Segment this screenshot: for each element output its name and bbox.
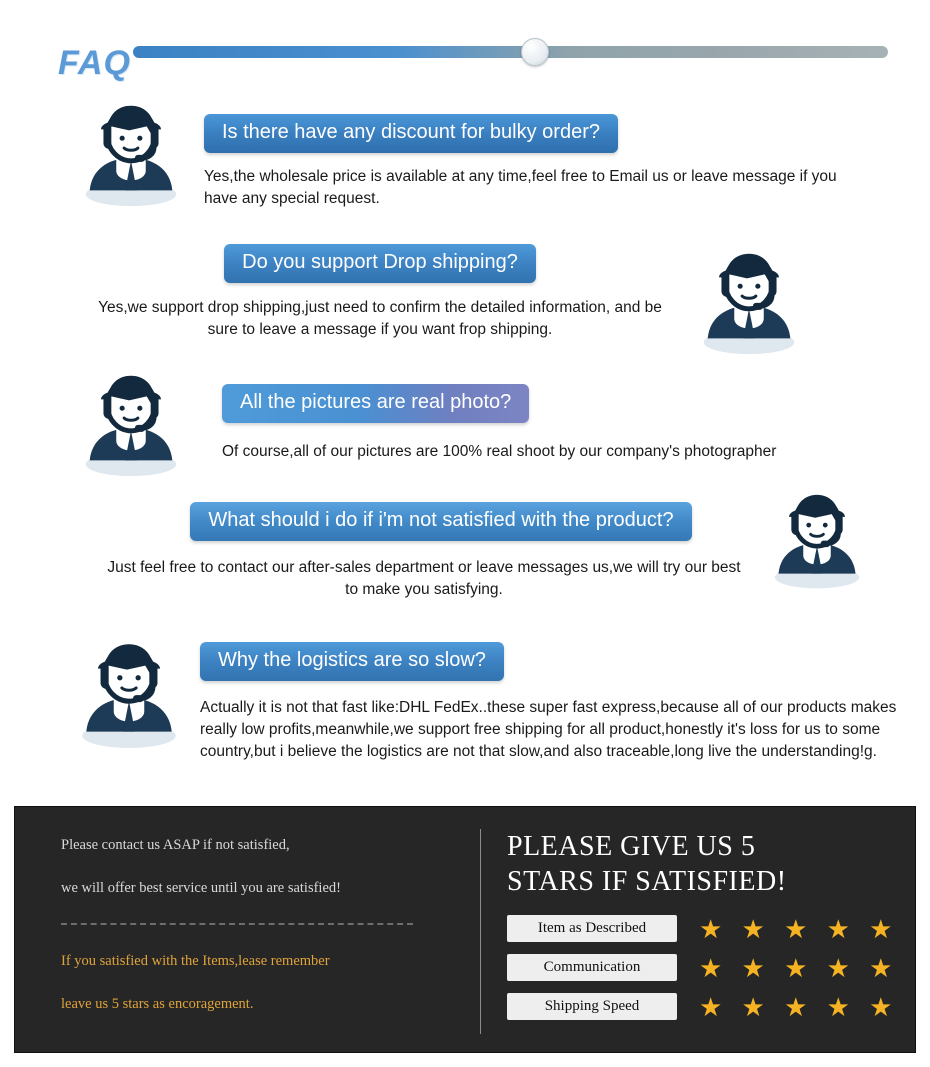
faq-answer-1: Yes,the wholesale price is available at any time,feel free to Email us or leave message if you have any special request. bbox=[204, 168, 837, 207]
footer-left bbox=[15, 807, 467, 1054]
support-agent-icon bbox=[72, 92, 190, 215]
faq-item-3 bbox=[222, 384, 912, 463]
rating-label-shipping-speed: Shipping Speed bbox=[507, 993, 677, 1020]
support-agent-icon bbox=[72, 362, 190, 485]
faq-item-4 bbox=[104, 502, 744, 601]
rating-stars-shipping-speed[interactable]: ★ ★ ★ ★ ★ bbox=[699, 991, 899, 1022]
support-agent-icon bbox=[68, 630, 190, 757]
rating-row bbox=[507, 993, 907, 1020]
footer-contact-line-4: leave us 5 stars as encoragement. bbox=[61, 996, 254, 1012]
faq-answer-4: Just feel free to contact our after-sales department or leave messages us,we will try our best to make you satisfying. bbox=[107, 559, 741, 598]
give-stars-heading bbox=[507, 829, 907, 899]
footer-vertical-divider bbox=[480, 829, 481, 1034]
rating-label-item-as-described: Item as Described bbox=[507, 915, 677, 942]
faq-header bbox=[0, 22, 930, 82]
faq-answer-2: Yes,we support drop shipping,just need to confirm the detailed information, and be sure to leave a message if you want frop shipping. bbox=[98, 299, 662, 338]
faq-answer-3: Of course,all of our pictures are 100% real shoot by our company's photographer bbox=[222, 443, 777, 460]
rating-row bbox=[507, 915, 907, 942]
footer-contact-line-3: If you satisfied with the Items,lease remember bbox=[61, 953, 330, 969]
footer-contact-line-2: we will offer best service until you are satisfied! bbox=[61, 880, 341, 896]
faq-answer-5: Actually it is not that fast like:DHL FedEx..these super fast express,because all of our products makes really low profits,meanwhile,we support free shipping for all product,honestly it's loss for us to some country,but i believe the logistics are not that slow,and also traceable,long live the understanding!g. bbox=[200, 699, 897, 760]
footer-divider-dashed bbox=[61, 923, 413, 925]
header-slider-track[interactable] bbox=[133, 46, 888, 58]
faq-question-2: Do you support Drop shipping? bbox=[224, 244, 536, 283]
rating-label-communication: Communication bbox=[507, 954, 677, 981]
support-agent-icon bbox=[762, 482, 872, 597]
faq-item-1 bbox=[204, 114, 904, 210]
page-title: FAQ bbox=[58, 44, 131, 82]
footer-contact-line-1: Please contact us ASAP if not satisfied, bbox=[61, 837, 290, 853]
faq-item-2 bbox=[90, 244, 670, 341]
give-stars-heading-line-1: PLEASE GIVE US 5 bbox=[507, 831, 756, 862]
footer-right bbox=[507, 829, 907, 1032]
rating-row bbox=[507, 954, 907, 981]
faq-question-5: Why the logistics are so slow? bbox=[200, 642, 504, 681]
faq-item-5 bbox=[200, 642, 910, 763]
rating-stars-item-as-described[interactable]: ★ ★ ★ ★ ★ bbox=[699, 913, 899, 944]
footer-panel bbox=[14, 806, 916, 1053]
support-agent-icon bbox=[690, 240, 808, 363]
give-stars-heading-line-2: STARS IF SATISFIED! bbox=[507, 866, 787, 897]
faq-question-3: All the pictures are real photo? bbox=[222, 384, 529, 423]
header-slider-knob[interactable] bbox=[521, 38, 549, 66]
rating-stars-communication[interactable]: ★ ★ ★ ★ ★ bbox=[699, 952, 899, 983]
faq-question-4: What should i do if i'm not satisfied with the product? bbox=[190, 502, 691, 541]
faq-question-1: Is there have any discount for bulky order? bbox=[204, 114, 618, 153]
